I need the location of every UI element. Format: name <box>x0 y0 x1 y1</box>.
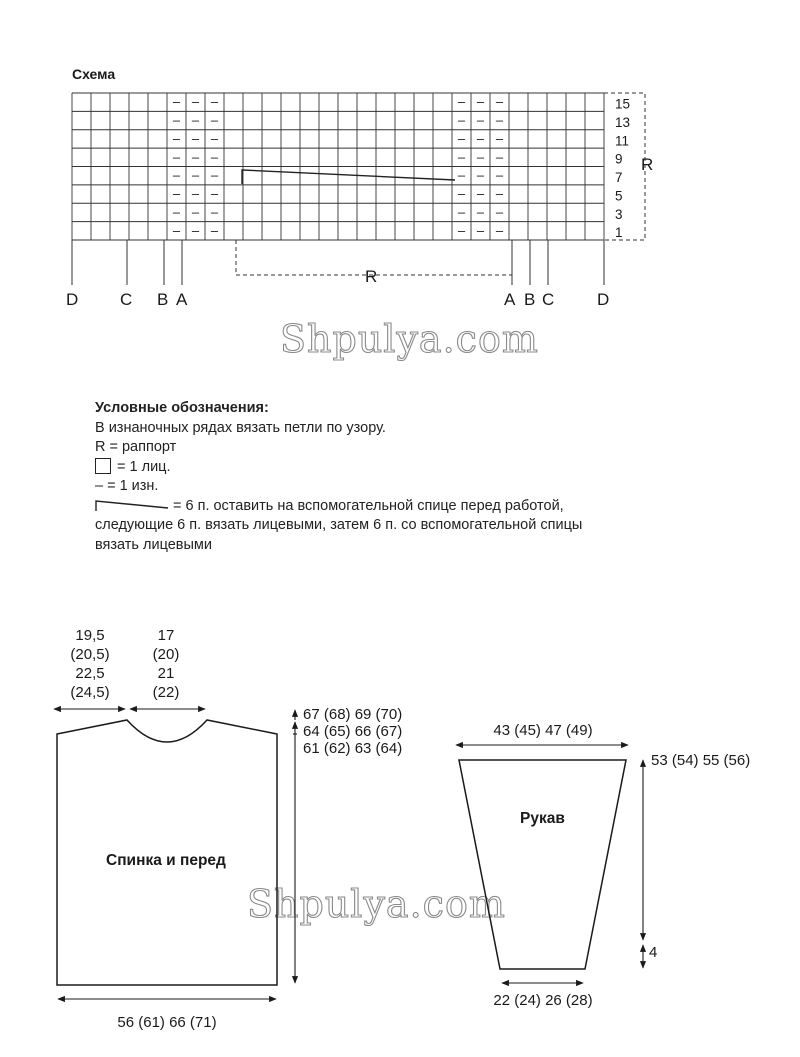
purl-mark: – <box>457 130 466 146</box>
row-numbers <box>615 97 630 241</box>
purl-mark: – <box>495 130 504 146</box>
purl-mark: – <box>457 149 466 165</box>
purl-mark: – <box>172 149 181 165</box>
neck-width-1: 17 <box>157 627 175 644</box>
shoulder-width-3: 22,5 <box>75 665 105 682</box>
purl-mark: – <box>172 204 181 220</box>
row-number: 5 <box>615 188 623 204</box>
purl-mark: – <box>495 167 504 183</box>
purl-mark: – <box>191 222 200 238</box>
row-number: 7 <box>615 170 623 186</box>
col-letter-a-right: A <box>504 290 516 309</box>
purl-mark: – <box>495 186 504 202</box>
repeat-label-horizontal: R <box>365 267 378 286</box>
purl-mark: – <box>457 112 466 128</box>
knitting-chart-grid <box>72 93 604 240</box>
purl-mark: – <box>172 222 181 238</box>
neck-width-3: 21 <box>157 665 175 682</box>
sleeve-length: 53 (54) 55 (56) <box>651 752 751 769</box>
sleeve-cuff-height: 4 <box>649 944 658 961</box>
body-height-shoulder: 61 (62) 63 (64) <box>303 740 403 757</box>
cable-icon <box>95 499 169 511</box>
col-letter-d-right: D <box>597 290 610 309</box>
col-letter-d-left: D <box>66 290 79 309</box>
purl-mark: – <box>457 94 466 110</box>
knit-square-icon <box>95 458 111 474</box>
neck-width-2: (20) <box>152 646 180 663</box>
row-number: 15 <box>615 96 631 112</box>
purl-mark: – <box>476 112 485 128</box>
col-letter-b-right: B <box>524 290 536 309</box>
purl-mark: – <box>210 186 219 202</box>
legend-cable-3: вязать лицевыми <box>95 536 212 553</box>
legend <box>95 399 695 555</box>
col-letter-c-left: C <box>120 290 133 309</box>
column-letters <box>66 290 609 309</box>
body-width-label: 56 (61) 66 (71) <box>117 1014 217 1031</box>
neck-width-4: (22) <box>152 684 180 701</box>
legend-cable-2: следующие 6 п. вязать лицевыми, затем 6 п. со вспомогательной спицы <box>95 517 583 533</box>
purl-mark: – <box>457 167 466 183</box>
purl-mark: – <box>191 186 200 202</box>
purl-mark: – <box>476 222 485 238</box>
purl-mark: – <box>172 130 181 146</box>
legend-purl: – = 1 изн. <box>95 478 159 494</box>
legend-knit: = 1 лиц. <box>117 458 171 475</box>
body-height-neck: 64 (65) 66 (67) <box>303 723 403 740</box>
purl-mark: – <box>210 149 219 165</box>
purl-mark: – <box>172 94 181 110</box>
purl-mark: – <box>172 167 181 183</box>
neck-width-labels <box>153 627 180 701</box>
legend-heading: Условные обозначения: <box>95 400 269 416</box>
purl-mark: – <box>191 94 200 110</box>
legend-knit-row <box>95 458 695 478</box>
row-number: 1 <box>615 225 623 241</box>
purl-mark: – <box>495 222 504 238</box>
purl-mark: – <box>476 204 485 220</box>
row-number: 13 <box>615 114 631 130</box>
col-letter-c-right: C <box>542 290 555 309</box>
purl-mark: – <box>172 112 181 128</box>
purl-mark: – <box>457 204 466 220</box>
sleeve-label: Рукав <box>520 810 565 827</box>
purl-mark: – <box>210 204 219 220</box>
legend-cable-1: = 6 п. оставить на вспомогательной спице перед работой, <box>173 497 564 514</box>
purl-mark: – <box>495 149 504 165</box>
body-piece-label: Спинка и перед <box>106 852 226 869</box>
watermark-bottom: Shpulya.com <box>247 882 506 926</box>
row-number: 3 <box>615 206 623 222</box>
purl-mark: – <box>210 94 219 110</box>
purl-mark: – <box>457 186 466 202</box>
legend-line-1: В изнаночных рядах вязать петли по узору. <box>95 419 386 436</box>
purl-mark: – <box>457 222 466 238</box>
sleeve-top-width: 43 (45) 47 (49) <box>493 722 593 739</box>
shoulder-width-labels <box>70 627 109 701</box>
shoulder-width-4: (24,5) <box>70 684 110 701</box>
legend-repeat: R = раппорт <box>95 439 177 455</box>
shoulder-width-2: (20,5) <box>70 646 110 663</box>
repeat-label-vertical: R <box>641 155 654 174</box>
purl-mark: – <box>191 204 200 220</box>
row-number: 11 <box>615 133 630 149</box>
purl-mark: – <box>495 94 504 110</box>
purl-mark: – <box>172 186 181 202</box>
row-number: 9 <box>615 151 623 167</box>
sleeve-bottom-width: 22 (24) 26 (28) <box>493 992 593 1009</box>
purl-mark: – <box>476 167 485 183</box>
legend-cable-row <box>95 497 695 517</box>
purl-mark: – <box>476 94 485 110</box>
purl-mark: – <box>191 112 200 128</box>
col-letter-b-left: B <box>157 290 169 309</box>
purl-mark: – <box>476 186 485 202</box>
purl-mark: – <box>191 130 200 146</box>
shoulder-width-1: 19,5 <box>75 627 105 644</box>
purl-mark: – <box>495 204 504 220</box>
column-marker-lines <box>72 240 604 285</box>
watermark-top: Shpulya.com <box>280 317 539 361</box>
purl-mark: – <box>476 149 485 165</box>
purl-mark: – <box>210 130 219 146</box>
body-height-total: 67 (68) 69 (70) <box>303 706 403 723</box>
purl-mark: – <box>495 112 504 128</box>
purl-mark: – <box>476 130 485 146</box>
col-letter-a-left: A <box>176 290 188 309</box>
purl-mark: – <box>210 167 219 183</box>
purl-mark: – <box>191 167 200 183</box>
body-height-labels <box>303 706 402 757</box>
purl-mark: – <box>210 112 219 128</box>
sleeve-outline <box>459 760 626 969</box>
cable-symbol <box>242 170 455 184</box>
sleeve-dimension-arrows <box>456 745 643 983</box>
purl-mark: – <box>191 149 200 165</box>
chart-title: Схема <box>72 66 116 82</box>
purl-mark: – <box>210 222 219 238</box>
